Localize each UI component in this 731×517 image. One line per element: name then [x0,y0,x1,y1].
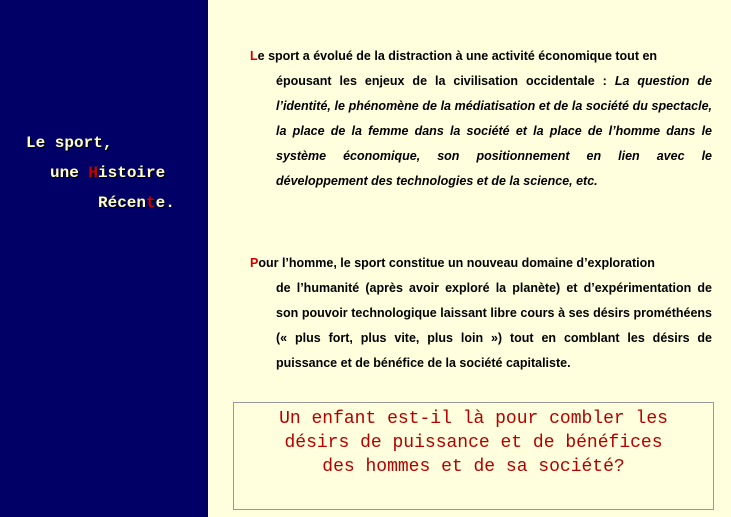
slide-title [0,128,200,218]
title-line-3-part-b: e. [155,194,175,212]
callout-line-1: Un enfant est-il là pour combler les [279,409,668,429]
paragraph-2-body: de l’humanité (après avoir exploré la planète) et d’expérimentation de son pouvoir technologique laissant libre cours à ses désirs prométhéens (« plus fort, plus vite, plus loin ») tout en comblant les désirs de puissance et de bénéfice de la société capitaliste. [276,281,712,370]
title-line-3-accent: t [146,194,156,212]
paragraph-1-body-italic: La question de l’identité, le phénomène de la médiatisation et de la société du spectacle, la place de la femme dans la société et la place de l’homme dans le système économique, son positionnement en lien avec le développement des technologies et de la science, etc. [276,74,712,188]
paragraph-2 [250,251,712,376]
question-callout [233,402,714,510]
title-line-2-part-a: une [50,164,89,182]
title-line-3 [0,188,200,218]
paragraph-2-initial: P [250,256,259,270]
paragraph-1-first-line-text: e sport a évolué de la distraction à une activité économique tout en [257,49,658,63]
callout-line-2: désirs de puissance et de bénéfices [284,433,663,453]
paragraph-2-first-line [250,251,712,276]
paragraph-1-body-plain: épousant les enjeux de la civilisation occidentale : [276,74,615,88]
title-line-2-accent: H [88,164,99,182]
paragraph-1-initial: L [250,49,258,63]
sidebar [0,0,208,517]
paragraph-1-first-line [250,44,712,69]
callout-line-3: des hommes et de sa société? [322,457,625,477]
title-line-3-part-a: Récen [98,194,147,212]
title-line-2 [0,158,200,188]
paragraph-2-first-line-text: our l’homme, le sport constitue un nouveau domaine d’exploration [258,256,655,270]
paragraph-1-body [250,69,712,194]
paragraph-1 [250,44,712,194]
title-line-1: Le sport, [26,134,113,152]
title-line-2-part-b: istoire [98,164,166,182]
